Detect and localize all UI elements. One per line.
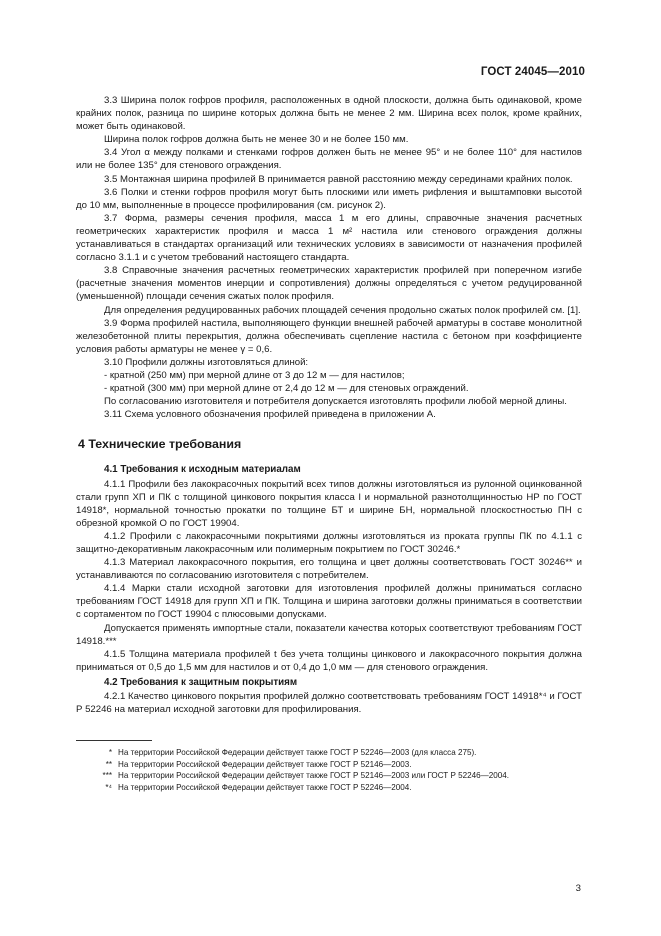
footnote-mark: *⁴ [105,782,112,792]
footnote-text: На территории Российской Федерации действует также ГОСТ Р 52146—2003. [118,759,412,769]
footnote-mark: *** [102,771,112,781]
paragraph: Допускается применять импортные стали, показатели качества которых соответствуют требованиям ГОСТ 14918.*** [76,622,582,647]
paragraph: 4.1.4 Марки стали исходной заготовки для изготовления профилей должны приниматься согласно требованиям ГОСТ 14918 для групп ХП и ПК. Толщина и ширина заготовки должны приниматься в соответствии с сортаментом по ГОСТ 19904 с плюсовыми допусками. [76,583,582,621]
paragraph: Ширина полок гофров должна быть не менее 30 и не более 150 мм. [104,134,409,146]
paragraph: 3.5 Монтажная ширина профилей B принимается равной расстоянию между серединами крайних полок. [104,173,573,185]
paragraph: 3.4 Угол α между полками и стенками гофров должен быть не менее 95° и не более 110° для настилов или не более 135° для стенового ограждения. [76,147,582,172]
paragraph: 4.1.3 Материал лакокрасочного покрытия, его толщина и цвет должны соответствовать ГОСТ 30246** и устанавливаются по согласованию изготовителя с потребителем. [76,557,582,582]
document-body [76,94,582,793]
footnote-text: На территории Российской Федерации действует также ГОСТ Р 52246—2004. [118,782,412,792]
paragraph: По согласованию изготовителя и потребителя допускается изготовлять профили любой мерной длины. [104,396,567,408]
footnote-mark: * [108,748,112,758]
paragraph: 4.2.1 Качество цинкового покрытия профилей должно соответствовать требованиям ГОСТ 14918*⁴ и ГОСТ Р 52246 на материал исходной заготовки для профилирования. [76,691,582,716]
section-title: 4 Технические требования [78,437,242,452]
subsection-title: 4.2 Требования к защитным покрытиям [104,676,298,688]
paragraph: 3.3 Ширина полок гофров профиля, расположенных в одной плоскости, должна быть одинаковой, кроме крайних полок, разница по ширине которых должна быть не менее 2 мм. Ширина всех полок, кроме крайних, может быть одинаковой. [76,95,582,133]
paragraph: 4.1.5 Толщина материала профилей t без учета толщины цинкового и лакокрасочного покрытия должна приниматься от 0,5 до 1,5 мм для настилов и от 0,4 до 1,0 мм — для стенового ограждения. [76,648,582,673]
paragraph: 4.1.2 Профили с лакокрасочными покрытиями должны изготовляться из проката группы ПК по 4.1.1 с защитно-декоративным лакокрасочным или полимерным покрытием по ГОСТ 30246.* [76,530,582,555]
footnote [76,782,582,794]
paragraph: Для определения редуцированных рабочих площадей сечения продольно сжатых полок профилей см. [1]. [104,304,581,316]
paragraph: 3.7 Форма, размеры сечения профиля, масса 1 м его длины, справочные значения расчетных геометрических характеристик профиля и масса 1 м² настила или стенового ограждения должны устанавливаться в стандартах организаций или технических условиях в зависимости от назначения профилей согласно 3.1.1 и с учетом требований настоящего стандарта. [76,212,582,264]
footnote [76,759,582,771]
page-number: 3 [575,883,581,894]
document-header-id: ГОСТ 24045—2010 [480,66,585,78]
footnote-text: На территории Российской Федерации действует также ГОСТ Р 52146—2003 или ГОСТ Р 52246—2004. [118,771,509,781]
paragraph: 3.11 Схема условного обозначения профилей приведена в приложении А. [104,409,436,421]
footnote [76,770,582,782]
paragraph: 4.1.1 Профили без лакокрасочных покрытий всех типов должны изготовляться из рулонной оцинкованной стали групп ХП и ПК с толщиной цинкового покрытия класса I и нормальной разнотолщинностью НР по ГОСТ 14918*, нормальной точностью прокатки по толщине БТ и ширине БН, нормальной плоскостностью ПН с обрезной кромкой О по ГОСТ 19904. [76,478,582,529]
footnote-divider [76,740,152,741]
subsection-title: 4.1 Требования к исходным материалам [104,464,301,476]
paragraph: - кратной (300 мм) при мерной длине от 2,4 до 12 м — для стеновых ограждений. [104,383,469,395]
footnote-mark: ** [105,759,112,769]
paragraph: - кратной (250 мм) при мерной длине от 3 до 12 м — для настилов; [104,369,405,381]
paragraph-list [76,94,582,716]
paragraph: 3.9 Форма профилей настила, выполняющего функции внешней рабочей арматуры в составе монолитной железобетонной плиты перекрытия, должна обеспечивать сцепление настила с бетоном при коэффициенте условия работы арматуры не менее γ = 0,6. [76,317,582,355]
paragraph: 3.8 Справочные значения расчетных геометрических характеристик профилей при поперечном изгибе (расчетные значения моментов инерции и сопротивления) должны определяться с учетом редуцированной (уменьшенной) площади сечения сжатых полок профиля. [76,265,582,303]
paragraph: 3.6 Полки и стенки гофров профиля могут быть плоскими или иметь рифления и выштамповки высотой до 10 мм, выполненные в процессе профилирования (см. рисунок 2). [76,186,582,211]
footnote-text: На территории Российской Федерации действует также ГОСТ Р 52246—2003 (для класса 275). [118,748,477,758]
footnote-list [76,747,582,793]
footnote [76,747,582,759]
paragraph: 3.10 Профили должны изготовляться длиной: [104,356,309,368]
